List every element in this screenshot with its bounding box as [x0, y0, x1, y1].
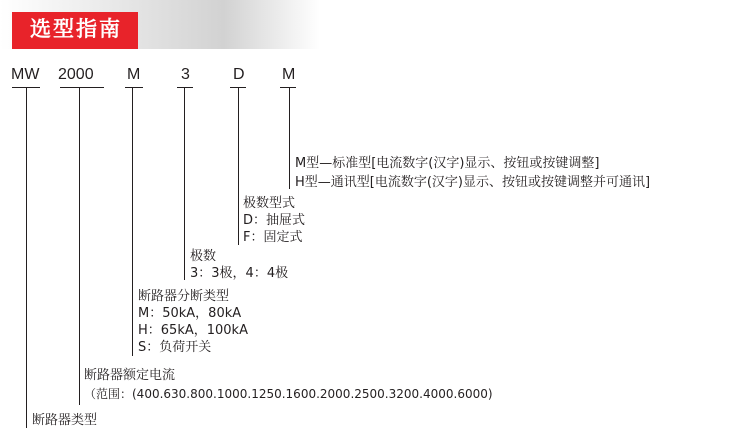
- install-title: 极数型式: [243, 196, 296, 211]
- controller-option-m: M型—标准型[电流数字(汉字)显示、按钮或按键调整]: [295, 156, 600, 171]
- type-title: 断路器类型: [32, 413, 98, 428]
- install-option-d: D：抽屉式: [243, 213, 306, 228]
- current-leader-line: [79, 87, 80, 405]
- code-current-underline: [60, 87, 104, 88]
- code-breaking: M: [127, 66, 141, 83]
- type-leader-line: [26, 87, 27, 428]
- code-current: 2000: [58, 66, 94, 83]
- section-header: [0, 0, 320, 49]
- controller-option-h: H型—通讯型[电流数字(汉字)显示、按钮或按键调整并可通讯]: [295, 175, 651, 190]
- breaking-option-h: H：65kA，100kA: [138, 323, 248, 338]
- breaking-leader-line: [132, 87, 133, 356]
- install-option-f: F：固定式: [243, 230, 303, 245]
- poles-leader-line: [184, 87, 185, 280]
- breaking-option-m: M：50kA，80kA: [138, 306, 242, 321]
- code-poles-underline: [177, 87, 193, 88]
- current-range: （范围：(400.630.800.1000.1250.1600.2000.2500.3200.4000.6000): [84, 387, 493, 401]
- code-install: D: [233, 66, 245, 83]
- controller-leader-line: [289, 87, 290, 189]
- code-poles: 3: [181, 66, 190, 83]
- poles-options: 3：3极，4：4极: [190, 266, 289, 281]
- code-breaking-underline: [125, 87, 143, 88]
- code-controller: M: [282, 66, 296, 83]
- code-type: MW: [11, 66, 40, 83]
- section-title: 选型指南: [30, 17, 122, 41]
- breaking-option-s: S：负荷开关: [138, 340, 212, 355]
- code-controller-underline: [280, 87, 296, 88]
- install-leader-line: [238, 87, 239, 245]
- breaking-title: 断路器分断类型: [138, 289, 230, 304]
- poles-title: 极数: [190, 249, 217, 264]
- current-title: 断路器额定电流: [84, 368, 176, 383]
